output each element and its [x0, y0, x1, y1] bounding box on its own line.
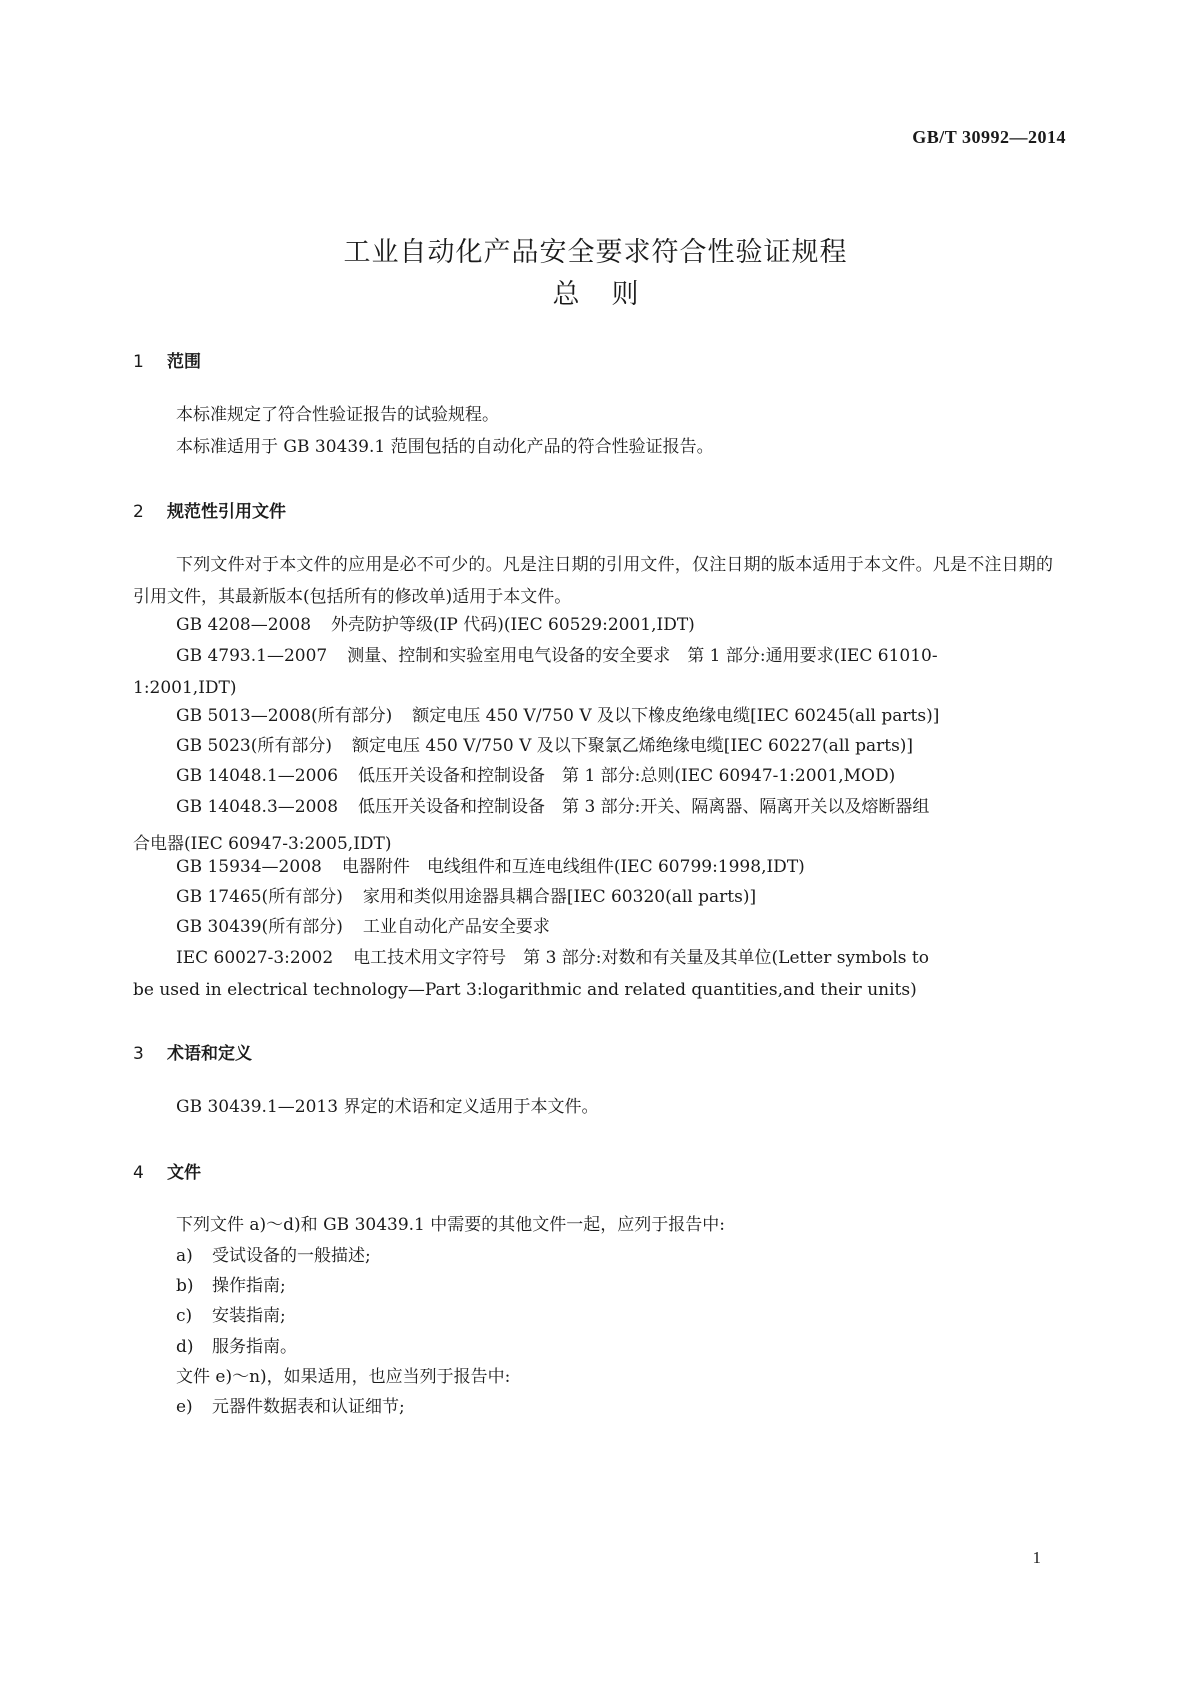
reference-item — [176, 950, 929, 967]
page-number: 1 — [1032, 1548, 1041, 1567]
scope-paragraph-2: 本标准适用于 GB 30439.1 范围包括的自动化产品的符合性验证报告。 — [176, 437, 714, 457]
reference-item — [176, 738, 913, 755]
section-number: 2 — [133, 502, 144, 522]
reference-code: GB 14048.3—2008 — [176, 797, 339, 817]
section-number: 3 — [133, 1044, 144, 1064]
list-item — [176, 1308, 286, 1325]
section-1-heading — [133, 347, 201, 372]
document-title: 工业自动化产品安全要求符合性验证规程 — [343, 237, 848, 268]
reference-code: GB 4208—2008 — [176, 615, 312, 635]
reference-title: 额定电压 450 V/750 V 及以下聚氯乙烯绝缘电缆[IEC 60227(all parts)] — [352, 736, 914, 756]
section-3-heading — [133, 1039, 252, 1064]
section-2-heading — [133, 497, 286, 522]
document-subtitle — [0, 272, 1191, 311]
reference-code: GB 14048.1—2006 — [176, 766, 339, 786]
standard-code: GB/T 30992—2014 — [912, 127, 1066, 147]
reference-title: 电器附件 电线组件和互连电线组件(IEC 60799:1998,IDT) — [341, 857, 805, 877]
terms-paragraph: GB 30439.1—2013 界定的术语和定义适用于本文件。 — [176, 1097, 599, 1117]
reference-code: GB 17465(所有部分) — [176, 887, 343, 907]
reference-item — [176, 708, 939, 725]
section-number: 1 — [133, 352, 144, 372]
list-item — [176, 1339, 297, 1356]
reference-code: GB 15934—2008 — [176, 857, 322, 877]
reference-title: 电工技术用文字符号 第 3 部分:对数和有关量及其单位(Letter symbols to — [353, 948, 929, 968]
list-item — [176, 1399, 405, 1416]
list-item-text: 操作指南; — [212, 1276, 286, 1296]
reference-item — [176, 617, 695, 634]
reference-code: GB 4793.1—2007 — [176, 646, 328, 666]
list-item-text: 元器件数据表和认证细节; — [212, 1397, 405, 1417]
section-4-heading — [133, 1158, 201, 1183]
reference-code: GB 5023(所有部分) — [176, 736, 333, 756]
reference-item — [176, 859, 805, 876]
list-item-label: a) — [176, 1246, 193, 1266]
list-item-label: e) — [176, 1397, 193, 1417]
reference-code: IEC 60027-3:2002 — [176, 948, 334, 968]
list-item-text: 受试设备的一般描述; — [212, 1246, 371, 1266]
scope-paragraph-1: 本标准规定了符合性验证报告的试验规程。 — [176, 405, 499, 425]
reference-code: GB 30439(所有部分) — [176, 917, 343, 937]
reference-code: GB 5013—2008(所有部分) — [176, 706, 393, 726]
normative-refs-intro: 下列文件对于本文件的应用是必不可少的。凡是注日期的引用文件，仅注日期的版本适用于本文件。凡是不注日期的引用文件，其最新版本(包括所有的修改单)适用于本文件。 — [133, 555, 1053, 607]
reference-item — [176, 648, 938, 665]
section-title: 文件 — [167, 1163, 201, 1183]
reference-item — [176, 919, 550, 936]
list-item-label: c) — [176, 1306, 193, 1326]
reference-title: 低压开关设备和控制设备 第 3 部分:开关、隔离器、隔离开关以及熔断器组 — [358, 797, 930, 817]
reference-title: 工业自动化产品安全要求 — [362, 917, 550, 937]
reference-title: 测量、控制和实验室用电气设备的安全要求 第 1 部分:通用要求(IEC 61010- — [347, 646, 938, 666]
reference-continuation: 合电器(IEC 60947-3:2005,IDT) — [133, 834, 392, 854]
subtitle-part-2: 则 — [611, 279, 639, 310]
list-item-text: 安装指南; — [212, 1306, 286, 1326]
reference-title: 额定电压 450 V/750 V 及以下橡皮绝缘电缆[IEC 60245(all parts)] — [412, 706, 940, 726]
section-title: 术语和定义 — [167, 1044, 252, 1064]
reference-item — [176, 768, 895, 785]
reference-item — [176, 889, 756, 906]
documents-intro-2: 文件 e)～n)，如果适用，也应当列于报告中: — [176, 1367, 511, 1387]
reference-continuation: 1:2001,IDT) — [133, 678, 237, 698]
list-item-label: d) — [176, 1337, 194, 1357]
reference-continuation: be used in electrical technology—Part 3:logarithmic and related quantities,and their units) — [133, 980, 917, 1000]
subtitle-part-1: 总 — [552, 279, 580, 310]
list-item-text: 服务指南。 — [212, 1337, 297, 1357]
section-title: 规范性引用文件 — [167, 502, 286, 522]
reference-title: 家用和类似用途器具耦合器[IEC 60320(all parts)] — [362, 887, 757, 907]
documents-intro-1: 下列文件 a)～d)和 GB 30439.1 中需要的其他文件一起，应列于报告中: — [176, 1215, 725, 1235]
reference-title: 外壳防护等级(IP 代码)(IEC 60529:2001,IDT) — [331, 615, 695, 635]
list-item-label: b) — [176, 1276, 194, 1296]
section-title: 范围 — [167, 352, 201, 372]
list-item — [176, 1278, 286, 1295]
list-item — [176, 1248, 371, 1265]
section-number: 4 — [133, 1163, 144, 1183]
reference-title: 低压开关设备和控制设备 第 1 部分:总则(IEC 60947-1:2001,MOD) — [358, 766, 896, 786]
reference-item — [176, 799, 929, 816]
